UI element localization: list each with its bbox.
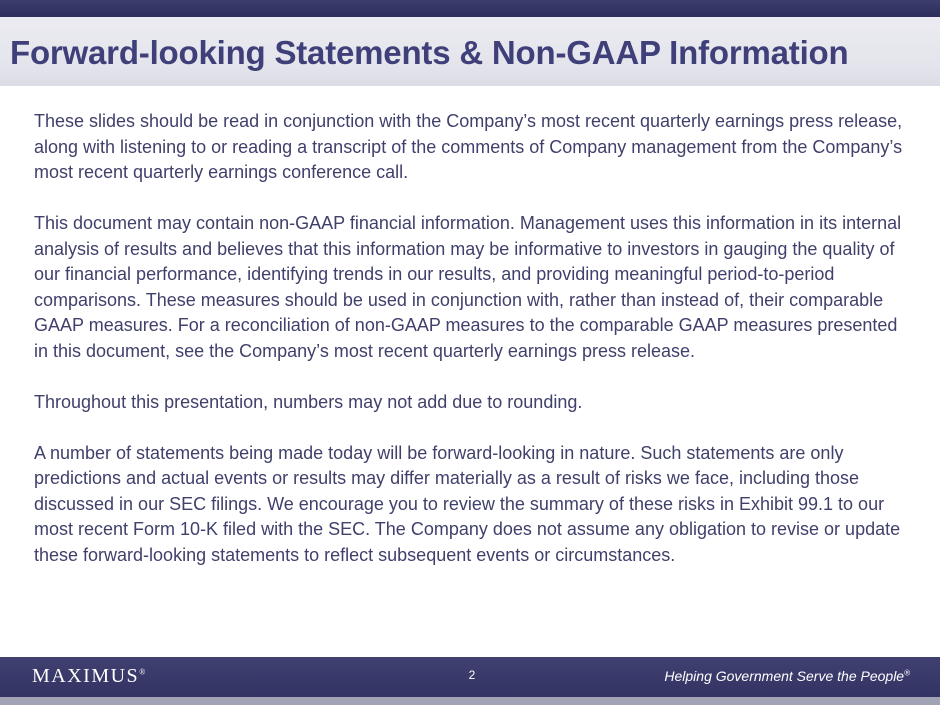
- logo-registered-mark: ®: [139, 667, 146, 677]
- footer-underline: [0, 697, 940, 705]
- tagline: [664, 668, 910, 684]
- paragraph-forward-looking: A number of statements being made today will be forward-looking in nature. Such statements are only predictions and actual events or results may differ materially as a result of risks we face, including those discussed in our SEC filings. We encourage you to review the summary of these risks in Exhibit 99.1 to our most recent Form 10-K filed with the SEC. The Company does not assume any obligation to revise or update these forward-looking statements to reflect subsequent events or circumstances.: [34, 442, 901, 565]
- slide-title: Forward-looking Statements & Non-GAAP Information: [10, 34, 849, 71]
- page-number: 2: [468, 668, 476, 682]
- tagline-registered-mark: ®: [904, 668, 910, 678]
- top-bar: [0, 0, 940, 17]
- paragraph-non-gaap: This document may contain non-GAAP financial information. Management uses this information in its internal analysis of results and believes that this information may be informative to investors in gauging the quality of our financial performance, identifying trends in our results, and providing meaningful period-to-period comparisons. These measures should be used in conjunction with, rather than instead of, their comparable GAAP measures. For a reconciliation of non-GAAP measures to the comparable GAAP measures presented in this document, see the Company’s most recent quarterly earnings press release.: [34, 213, 902, 361]
- paragraph-intro: These slides should be read in conjunction with the Company’s most recent quarterly earnings press release, along with listening to or reading a transcript of the comments of Company management from the Company’s most recent quarterly earnings conference call.: [34, 111, 903, 182]
- slide-body: [34, 109, 914, 594]
- paragraph-rounding: Throughout this presentation, numbers may not add due to rounding.: [34, 391, 583, 412]
- tagline-text: Helping Government Serve the People: [664, 668, 905, 684]
- logo-text: MAXIMUS: [32, 665, 140, 687]
- footer-bar: [0, 657, 940, 697]
- maximus-logo: [32, 665, 145, 688]
